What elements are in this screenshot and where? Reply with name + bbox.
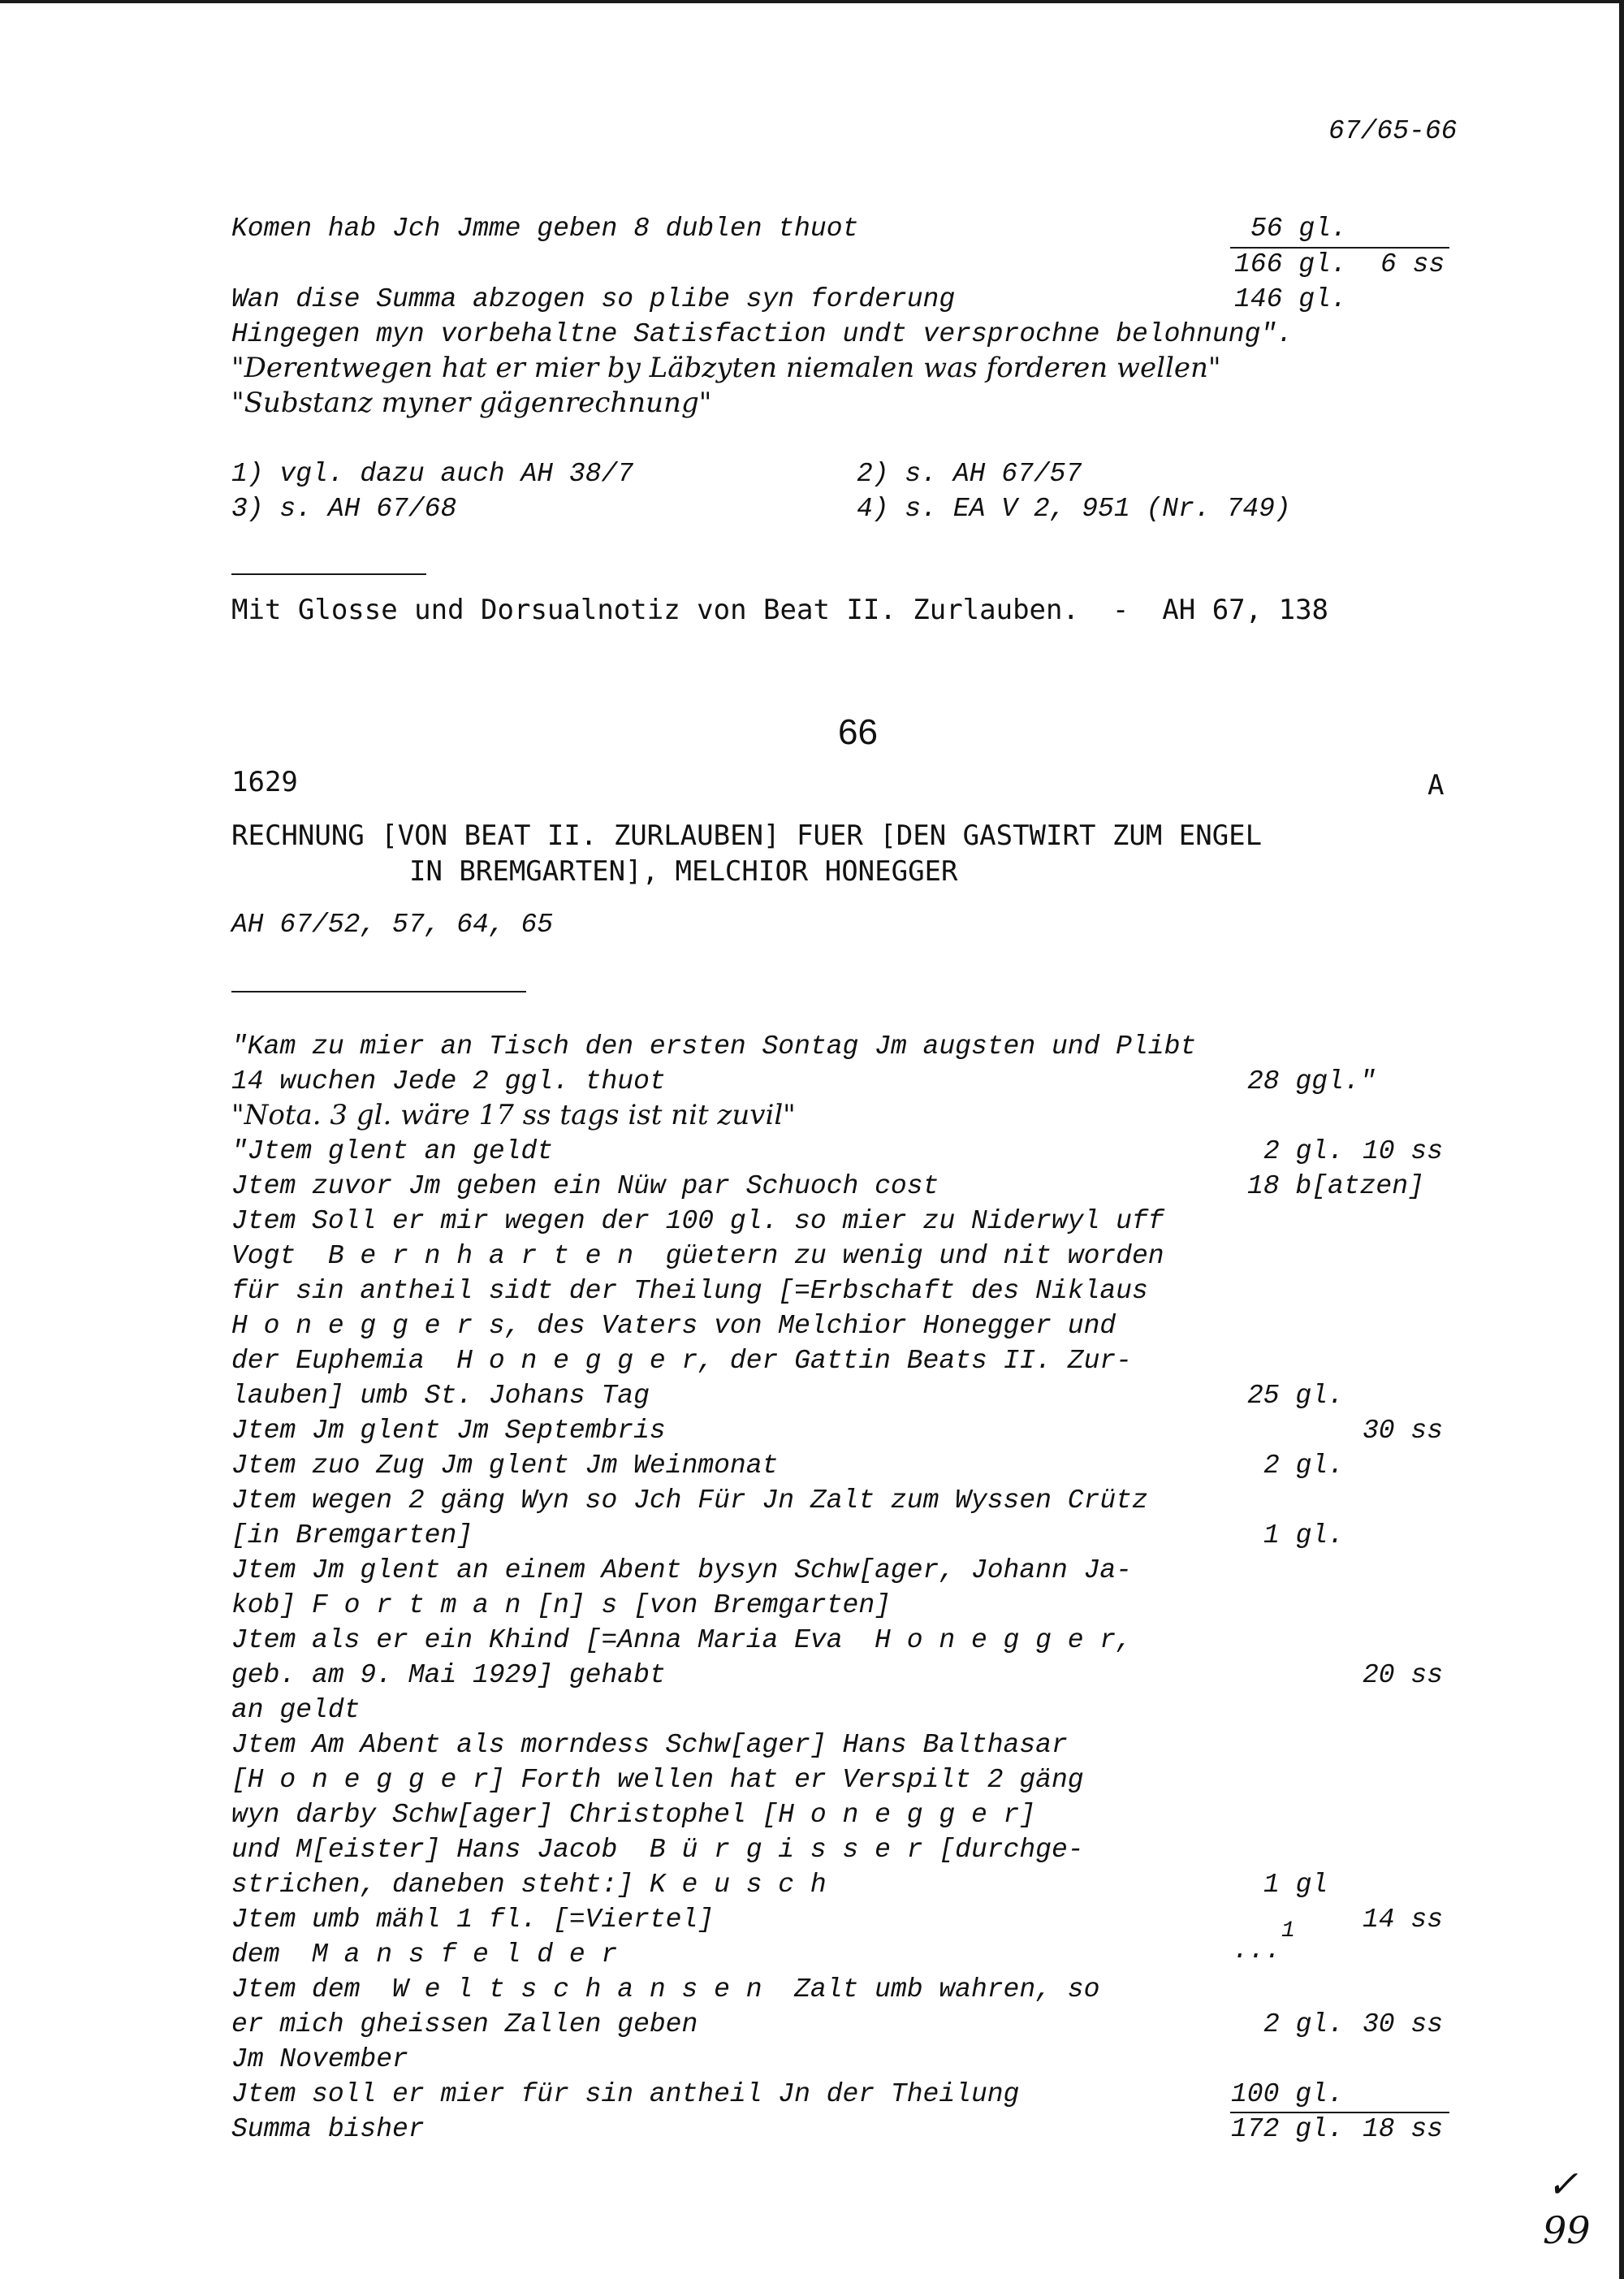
list-item-amount: 28 ggl." (1247, 1066, 1376, 1096)
list-item: Jtem wegen 2 gäng Wyn so Jch Für Jn Zalt zum Wyssen Crütz (231, 1485, 1148, 1516)
list-item-extra: 20 ss (1363, 1660, 1444, 1690)
list-item-extra: 10 ss (1363, 1136, 1444, 1166)
divider-entry (231, 991, 526, 992)
entry-title-line-1: RECHNUNG [VON BEAT II. ZURLAUBEN] FUER [DEN GASTWIRT ZUM ENGEL (231, 819, 1263, 852)
list-item: Jtem Soll er mir wegen der 100 gl. so mier zu Niderwyl uff (231, 1206, 1164, 1236)
entry-title-line-2: IN BREMGARTEN], MELCHIOR HONEGGER (409, 855, 958, 888)
top-line-5: "Derentwegen hat er mier by Läbzyten niemalen was forderen wellen" (231, 352, 1221, 384)
top-line-3: Wan dise Summa abzogen so plibe syn forderung (231, 284, 956, 314)
list-item: geb. am 9. Mai 1929] gehabt (231, 1660, 666, 1690)
footnote-4: 4) s. EA V 2, 951 (Nr. 749) (857, 494, 1291, 524)
list-item: [H o n e g g e r] Forth wellen hat er Verspilt 2 gäng (231, 1765, 1084, 1795)
list-item-extra: 14 ss (1363, 1905, 1444, 1935)
top-amount-3: 146 gl. (1234, 284, 1347, 314)
list-item: für sin antheil sidt der Theilung [=Erbschaft des Niklaus (231, 1276, 1148, 1306)
list-item-amount: 1 gl. (1263, 1520, 1345, 1550)
list-item-amount: ... (1233, 1935, 1281, 1965)
source-note: Mit Glosse und Dorsualnotiz von Beat II. Zurlauben. - AH 67, 138 (231, 594, 1329, 626)
list-item: Vogt B e r n h a r t e n güetern zu wenig und nit worden (231, 1241, 1164, 1271)
list-item-amount: 2 gl. (1263, 2009, 1345, 2039)
list-item: dem M a n s f e l d e r (231, 1940, 618, 1970)
footnote-1: 1) vgl. dazu auch AH 38/7 (231, 459, 634, 489)
list-item: wyn darby Schw[ager] Christophel [H o n e g g e r] (231, 1800, 1036, 1830)
list-item: Jtem zuvor Jm geben ein Nüw par Schuoch cost (231, 1171, 939, 1201)
footnote-3: 3) s. AH 67/68 (231, 494, 457, 524)
list-item: "Jtem glent an geldt (231, 1136, 554, 1166)
list-item-amount: 18 b[atzen] (1247, 1171, 1424, 1201)
top-line-1: Komen hab Jch Jmme geben 8 dublen thuot (231, 214, 859, 244)
list-item: Summa bisher (231, 2114, 425, 2144)
list-item-amount: 1 gl (1263, 1870, 1328, 1900)
list-item: Jtem dem W e l t s c h a n s e n Zalt umb wahren, so (231, 1974, 1100, 2004)
list-item: an geldt (231, 1695, 361, 1725)
list-item: kob] F o r t m a n [n] s [von Bremgarten] (231, 1590, 891, 1620)
top-amount-2: 166 gl. (1234, 249, 1347, 279)
list-item: Jtem soll er mier für sin antheil Jn der Theilung (231, 2079, 1020, 2109)
list-item-amount: 25 gl. (1247, 1381, 1344, 1411)
page-reference: 67/65-66 (1328, 116, 1458, 146)
entry-number: 66 (838, 712, 878, 752)
top-amount-1: 56 gl. (1250, 214, 1347, 244)
list-item-amount: 172 gl. (1231, 2114, 1344, 2144)
list-item-extra: 30 ss (1363, 2009, 1444, 2039)
list-item: er mich gheissen Zallen geben (231, 2009, 698, 2039)
list-item-extra: 18 ss (1363, 2114, 1444, 2144)
list-item: Jtem umb mähl 1 fl. [=Viertel] (231, 1905, 715, 1935)
list-item: Jtem Jm glent an einem Abent bysyn Schw[ager, Johann Ja- (231, 1555, 1132, 1585)
list-item: 14 wuchen Jede 2 ggl. thuot (231, 1066, 666, 1096)
handwritten-check: ✓ (1547, 2162, 1579, 2206)
list-item: lauben] umb St. Johans Tag (231, 1381, 650, 1411)
top-extra-2: 6 ss (1380, 249, 1445, 279)
footnote-2: 2) s. AH 67/57 (857, 459, 1082, 489)
list-item-amount: 100 gl. (1231, 2079, 1344, 2109)
list-item-amount: 2 gl. (1263, 1136, 1345, 1166)
list-item-extra: 30 ss (1363, 1416, 1444, 1446)
top-line-4: Hingegen myn vorbehaltne Satisfaction undt versprochne belohnung". (231, 319, 1294, 349)
list-item: strichen, daneben steht:] K e u s c h (231, 1870, 827, 1900)
list-item: "Nota. 3 gl. wäre 17 ss tags ist nit zuvil" (231, 1099, 796, 1131)
entry-refs: AH 67/52, 57, 64, 65 (231, 910, 554, 940)
list-item: Jm November (231, 2044, 408, 2074)
entry-letter: A (1427, 769, 1445, 802)
footnote-mark: 1 (1281, 1918, 1295, 1944)
list-item: Jtem als er ein Khind [=Anna Maria Eva H o n e g g e r, (231, 1625, 1132, 1655)
page-border-top (0, 0, 1624, 3)
page-border-right (1619, 0, 1624, 2279)
list-item: Jtem Am Abent als morndess Schw[ager] Hans Balthasar (231, 1730, 1068, 1760)
list-item-amount: 2 gl. (1263, 1451, 1345, 1481)
list-item: und M[eister] Hans Jacob B ü r g i s s e r [durchge- (231, 1835, 1084, 1865)
top-line-6: "Substanz myner gägenrechnung" (231, 387, 712, 419)
list-item: [in Bremgarten] (231, 1520, 473, 1550)
list-item: der Euphemia H o n e g g e r, der Gattin Beats II. Zur- (231, 1346, 1132, 1376)
entry-year: 1629 (231, 766, 298, 798)
handwritten-page-number: 99 (1543, 2208, 1591, 2252)
list-item: Jtem Jm glent Jm Septembris (231, 1416, 666, 1446)
list-item: "Kam zu mier an Tisch den ersten Sontag Jm augsten und Plibt (231, 1031, 1197, 1062)
divider-short (231, 573, 426, 575)
list-item: H o n e g g e r s, des Vaters von Melchior Honegger und (231, 1311, 1116, 1341)
list-item: Jtem zuo Zug Jm glent Jm Weinmonat (231, 1451, 779, 1481)
